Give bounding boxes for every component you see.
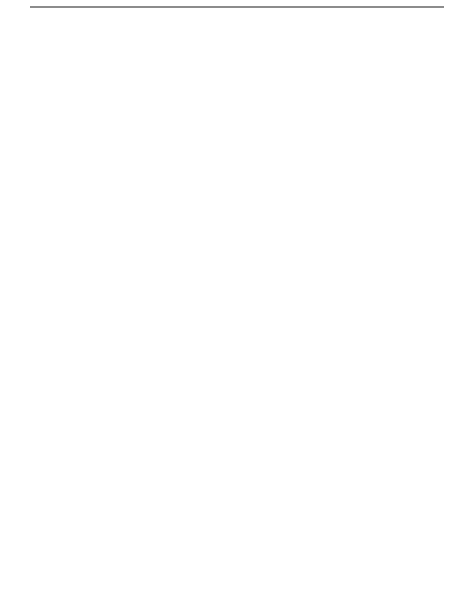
section-title-education — [30, 6, 444, 8]
